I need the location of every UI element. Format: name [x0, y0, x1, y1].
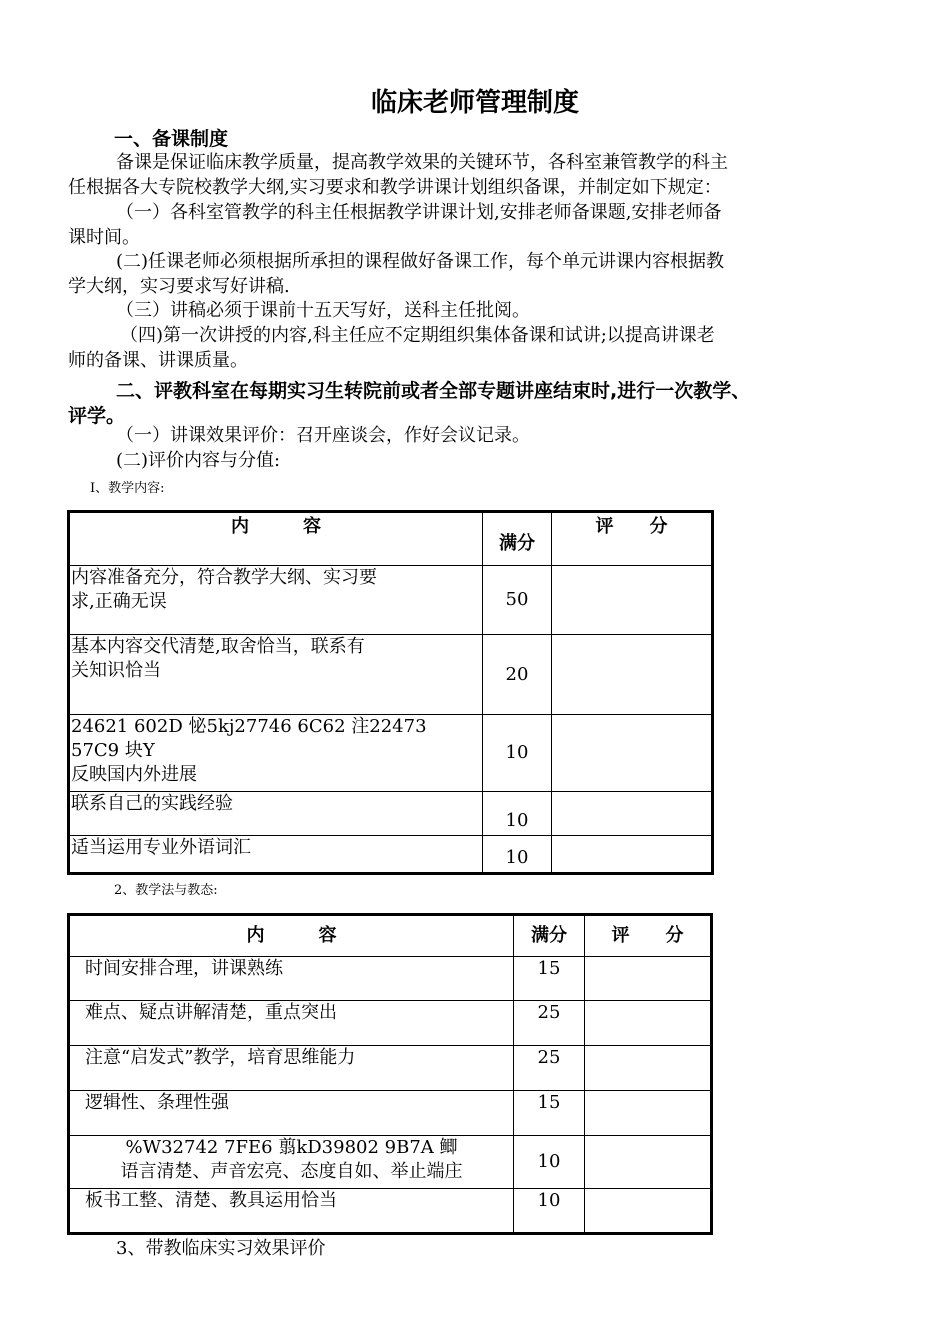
table-row [69, 1136, 712, 1189]
header-content: 内 容 [69, 915, 514, 957]
teaching-method-table [67, 913, 713, 1235]
row-content-line1: 时间安排合理，讲课熟练 [85, 958, 283, 979]
table-row [69, 836, 713, 874]
section2-heading-line1: 二、评教科室在每期实习生转院前或者全部专题讲座结束时,进行一次教学、 [116, 380, 751, 402]
table-row [69, 566, 713, 635]
section2-heading-line2: 评学。 [68, 405, 126, 427]
row-content-line1: 内容准备充分，符合教学大纲、实习要 [71, 567, 377, 588]
row-full-score: 10 [483, 715, 552, 792]
header-score: 评 分 [585, 915, 712, 957]
table-row [69, 715, 713, 792]
row-content-line2: 关知识恰当 [71, 660, 161, 681]
page-title: 临床老师管理制度 [370, 88, 579, 118]
row-full-score: 10 [483, 836, 552, 874]
section1-item1-line2: 课时间。 [68, 227, 140, 248]
row-content [69, 1046, 514, 1091]
row-content [69, 957, 514, 1001]
row-content-line1: 适当运用专业外语词汇 [71, 837, 251, 858]
row-content-line2: 求,正确无误 [71, 591, 167, 612]
section2-sub2: 2、教学法与教态: [114, 883, 218, 898]
row-full-score: 10 [483, 792, 552, 836]
section1-intro-line1: 备课是保证临床教学质量，提高教学效果的关键环节，各科室兼管教学的科主 [116, 152, 728, 173]
row-score-cell[interactable] [552, 715, 713, 792]
table-row [69, 1046, 712, 1091]
section1-item2-line1: (二)任课老师必须根据所承担的课程做好备课工作，每个单元讲课内容根据教 [116, 251, 725, 272]
section2-sub1: I、教学内容: [90, 481, 165, 496]
row-score-cell[interactable] [585, 1046, 712, 1091]
row-score-cell[interactable] [552, 792, 713, 836]
section1-item1-line1: （一）各科室管教学的科主任根据教学讲课计划,安排老师备课题,安排老师备 [116, 202, 722, 223]
row-content-line2: 语言清楚、声音宏亮、态度自如、举止端庄 [120, 1161, 463, 1182]
row-content-line1: %W32742 7FE6 翦kD39802 9B7A 鲫 [125, 1137, 458, 1158]
table-header-row [69, 915, 712, 957]
row-content [69, 792, 483, 836]
row-content-line1: 联系自己的实践经验 [71, 793, 233, 814]
header-full-score: 满分 [483, 512, 552, 566]
row-content-line3: 反映国内外进展 [71, 764, 197, 785]
row-full-score: 50 [483, 566, 552, 635]
row-score-cell[interactable] [552, 566, 713, 635]
table-row [69, 635, 713, 715]
section2-item1: （一）讲课效果评价：召开座谈会，作好会议记录。 [116, 425, 530, 446]
row-score-cell[interactable] [585, 957, 712, 1001]
section1-item4-line1: （四)第一次讲授的内容,科主任应不定期组织集体备课和试讲;以提高讲课老 [120, 325, 715, 346]
table-row [69, 1001, 712, 1046]
header-score: 评 分 [552, 512, 713, 566]
row-full-score: 25 [514, 1001, 585, 1046]
row-content [69, 715, 483, 792]
row-score-cell[interactable] [585, 1189, 712, 1234]
row-score-cell[interactable] [585, 1136, 712, 1189]
row-full-score: 20 [483, 635, 552, 715]
teaching-content-table [67, 510, 714, 875]
row-content-line1: 24621 602D 怭5kj27746 6C62 注22473 [71, 716, 427, 737]
row-content [69, 1136, 514, 1189]
row-content [69, 1091, 514, 1136]
section1-heading: 一、备课制度 [114, 128, 229, 150]
header-content: 内 容 [69, 512, 483, 566]
row-content [69, 635, 483, 715]
section1-item2-line2: 学大纲，实习要求写好讲稿. [68, 276, 290, 297]
row-full-score: 15 [514, 1091, 585, 1136]
row-score-cell[interactable] [585, 1091, 712, 1136]
row-full-score: 15 [514, 957, 585, 1001]
row-score-cell[interactable] [552, 635, 713, 715]
table-row [69, 1091, 712, 1136]
row-full-score: 25 [514, 1046, 585, 1091]
row-content-line1: 基本内容交代清楚,取舍恰当，联系有 [71, 636, 365, 657]
section1-item3: （三）讲稿必须于课前十五天写好，送科主任批阅。 [116, 300, 530, 321]
row-content [69, 566, 483, 635]
row-content [69, 836, 483, 874]
row-score-cell[interactable] [552, 836, 713, 874]
row-content-line1: 注意“启发式”教学，培育思维能力 [85, 1047, 356, 1068]
row-full-score: 10 [514, 1136, 585, 1189]
header-full-score: 满分 [514, 915, 585, 957]
table-row [69, 957, 712, 1001]
table-row [69, 792, 713, 836]
section1-item4-line2: 师的备课、讲课质量。 [68, 350, 248, 371]
row-content-line1: 板书工整、清楚、教具运用恰当 [85, 1190, 337, 1211]
section2-sub3: 3、带教临床实习效果评价 [116, 1238, 326, 1259]
table-header-row [69, 512, 713, 566]
section1-intro-line2: 任根据各大专院校教学大纲,实习要求和教学讲课计划组织备课，并制定如下规定： [68, 177, 722, 198]
table-row [69, 1189, 712, 1234]
row-content-line1: 难点、疑点讲解清楚，重点突出 [85, 1002, 337, 1023]
row-content [69, 1189, 514, 1234]
section2-item2: (二)评价内容与分值: [116, 450, 281, 471]
row-content-line1: 逻辑性、条理性强 [85, 1092, 229, 1113]
row-score-cell[interactable] [585, 1001, 712, 1046]
row-content-line2: 57C9 块Y [71, 740, 155, 761]
row-content [69, 1001, 514, 1046]
row-full-score: 10 [514, 1189, 585, 1234]
